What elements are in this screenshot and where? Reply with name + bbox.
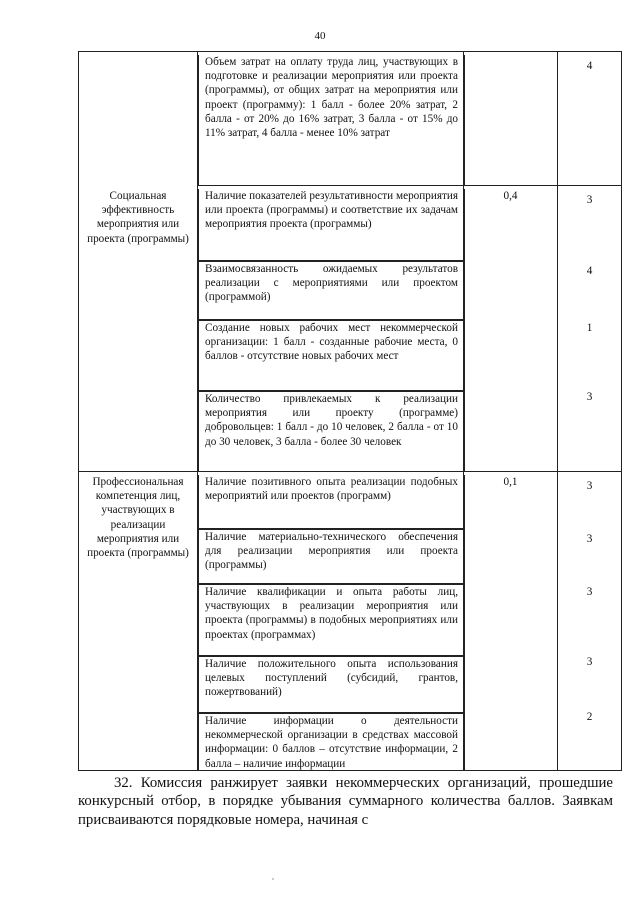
criterion-name: [79, 52, 198, 186]
score-value: 4: [586, 60, 593, 72]
weight-coefficient: [464, 52, 558, 186]
score-value: 3: [586, 480, 593, 492]
score-value: 4: [586, 265, 593, 277]
score-value: 3: [586, 533, 593, 545]
score-cell: [558, 186, 622, 472]
score-value: 3: [586, 586, 593, 598]
score-value: 3: [586, 656, 593, 668]
indicator-text: Наличие квалификации и опыта работы лиц, участвующих в реализации мероприятия или проекта (программы) в подобных мероприятиях или проектах (программах): [198, 584, 465, 656]
indicator-text: Наличие позитивного опыта реализации подобных мероприятий или проектов (программ): [198, 475, 465, 529]
score-value: 3: [586, 194, 593, 206]
indicator-text: Объем затрат на оплату труда лиц, участвующих в подготовке и реализации мероприятия или проекта (программы), от общих затрат на мероприятия или проект (программу): 1 балл - более 20% затрат, 2 балла - от 20% до 16% затрат, 3 балла - от 15% до 11% затрат, 4 балла - менее 10% затрат: [198, 55, 465, 185]
indicator-text: Взаимосвязанность ожидаемых результатов реализации с мероприятиями или проектом (программой): [198, 261, 465, 320]
criteria-table: [78, 51, 622, 771]
score-cell: [558, 52, 622, 186]
weight-coefficient: 0,4: [464, 186, 558, 472]
indicator-cell: [198, 186, 464, 472]
indicator-text: Количество привлекаемых к реализации мероприятия или проекту (программе) добровольцев: 1 балл - до 10 человек, 2 балла - от 10 до 30 человек, 3 балла - более 30 человек: [198, 391, 465, 471]
paragraph-32: 32. Комиссия ранжирует заявки некоммерческих организаций, прошедшие конкурсный отбор, в порядке убывания суммарного количества баллов. Заявкам присваиваются порядковые номера, начиная с: [78, 775, 613, 828]
score-value: 1: [586, 322, 593, 334]
criteria-group-row: [79, 472, 622, 771]
scan-speck: [272, 878, 274, 880]
page-number: 40: [314, 30, 326, 42]
indicator-text: Наличие положительного опыта использования целевых поступлений (субсидий, грантов, пожертвований): [198, 656, 465, 713]
indicator-text: Наличие материально-технического обеспечения для реализации мероприятия или проекта (программы): [198, 529, 465, 584]
score-value: 3: [586, 391, 593, 403]
criterion-name: Профессиональная компетенция лиц, участвующих в реализации мероприятия или проекта (программы): [79, 472, 198, 771]
indicator-cell: [198, 52, 464, 186]
criteria-group-row: [79, 186, 622, 472]
indicator-text: Создание новых рабочих мест некоммерческой организации: 1 балл - созданные рабочие места, 0 баллов - отсутствие новых рабочих мест: [198, 320, 465, 391]
indicator-text: Наличие информации о деятельности некоммерческой организации в средствах массовой информации: 0 баллов – отсутствие информации, 2 балла – наличие информации: [198, 713, 465, 770]
weight-coefficient: 0,1: [464, 472, 558, 771]
criteria-group-row: [79, 52, 622, 186]
indicator-cell: [198, 472, 464, 771]
score-cell: [558, 472, 622, 771]
score-value: 2: [586, 711, 593, 723]
criterion-name: Социальная эффективность мероприятия или проекта (программы): [79, 186, 198, 472]
indicator-text: Наличие показателей результативности мероприятия или проекта (программы) и соответствие их задачам мероприятия проекта (программы): [198, 189, 465, 261]
